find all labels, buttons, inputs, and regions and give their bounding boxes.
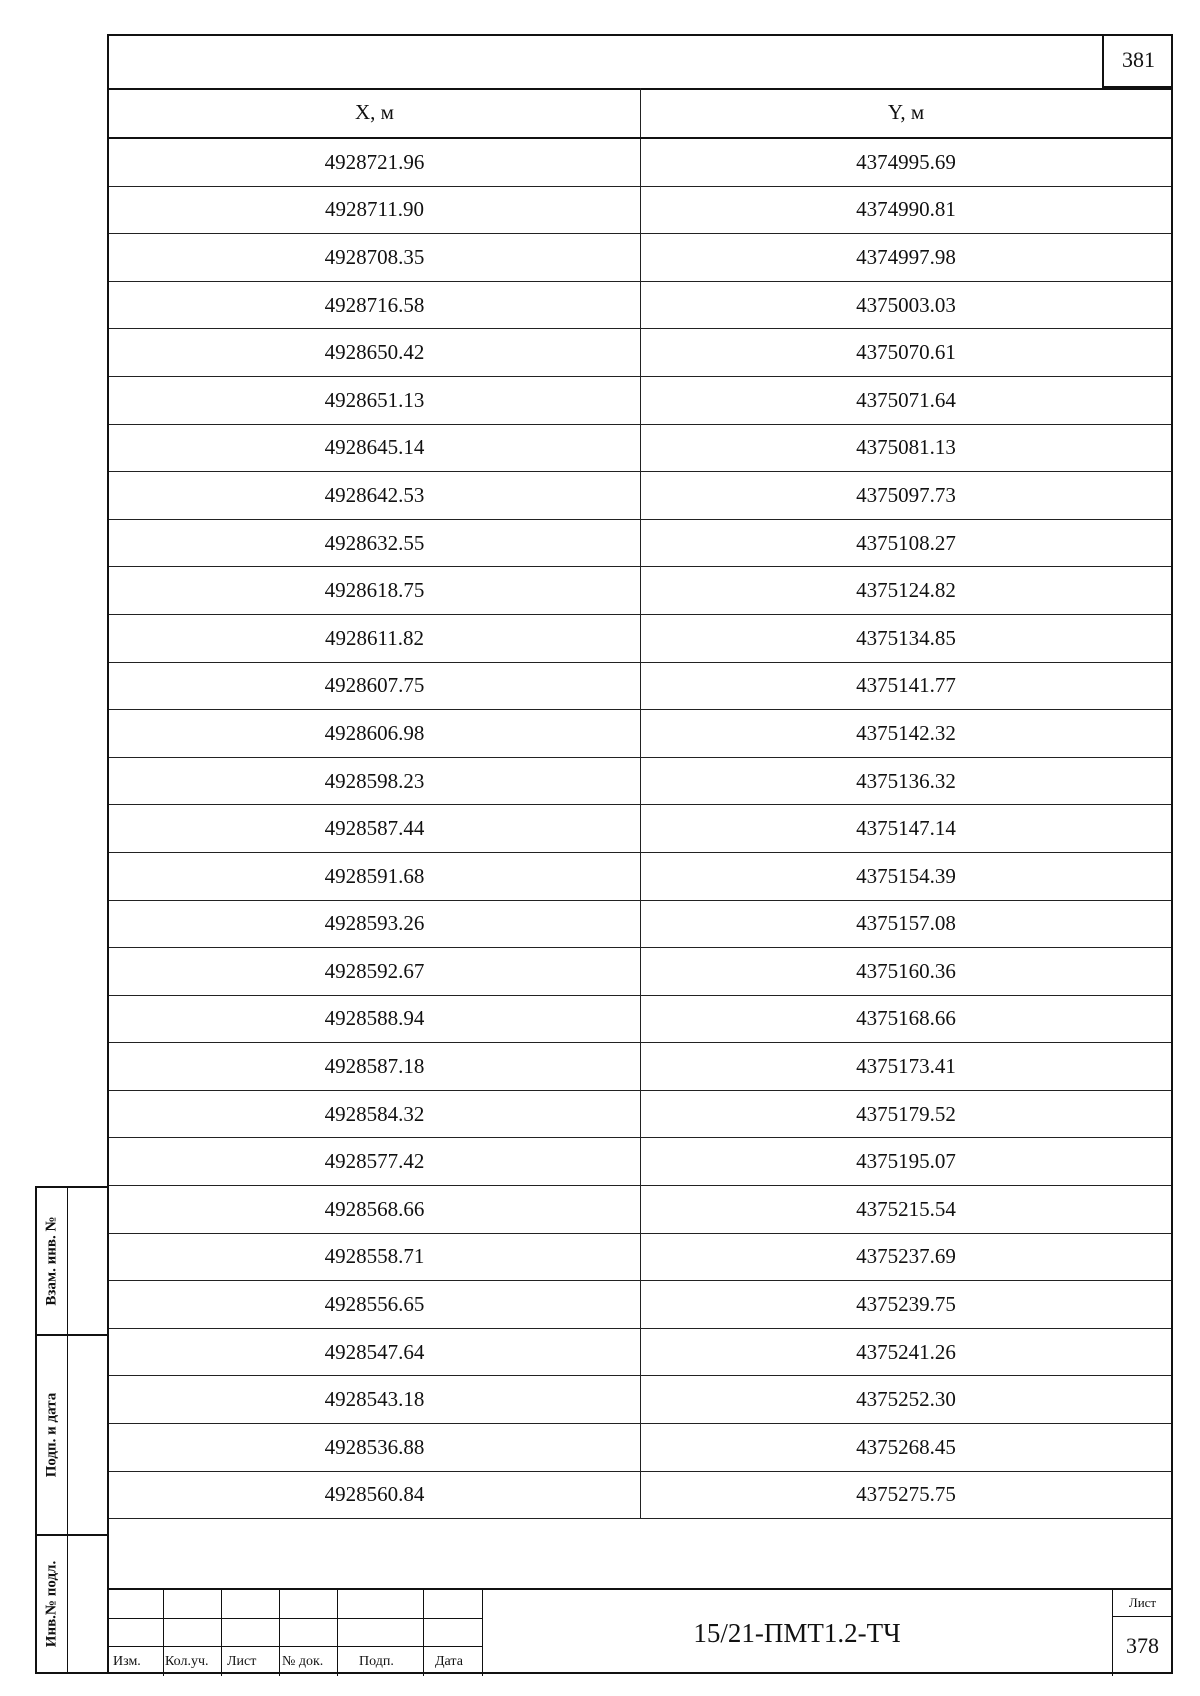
stamp-vzam-inv-label: Взам. инв. № bbox=[43, 1216, 60, 1306]
table-row bbox=[109, 901, 1171, 949]
cell-x: 4928618.75 bbox=[109, 567, 641, 614]
table-row bbox=[109, 1424, 1171, 1472]
cell-x: 4928721.96 bbox=[109, 139, 641, 186]
table-row bbox=[109, 1043, 1171, 1091]
cell-y: 4375252.30 bbox=[856, 1387, 956, 1412]
document-code: 15/21-ПМТ1.2-ТЧ bbox=[693, 1617, 901, 1648]
cell-x: 4928584.32 bbox=[109, 1091, 641, 1138]
title-block-label-data: Дата bbox=[435, 1654, 463, 1669]
table-row bbox=[109, 520, 1171, 568]
stamp-podp-data-label: Подп. и дата bbox=[43, 1392, 60, 1478]
table-row bbox=[109, 187, 1171, 235]
table-body bbox=[109, 139, 1171, 1519]
cell-y: 4375239.75 bbox=[856, 1292, 956, 1317]
table-row bbox=[109, 1472, 1171, 1520]
cell-x: 4928642.53 bbox=[109, 472, 641, 519]
table-row bbox=[109, 234, 1171, 282]
stamp-inv-podl bbox=[35, 1536, 107, 1674]
cell-y: 4375168.66 bbox=[856, 1006, 956, 1031]
table-row bbox=[109, 1329, 1171, 1377]
cell-y: 4375147.14 bbox=[856, 816, 956, 841]
table-row bbox=[109, 1186, 1171, 1234]
cell-x: 4928560.84 bbox=[109, 1472, 641, 1519]
table-row bbox=[109, 1234, 1171, 1282]
cell-y: 4375275.75 bbox=[856, 1482, 956, 1507]
cell-x: 4928708.35 bbox=[109, 234, 641, 281]
table-row bbox=[109, 615, 1171, 663]
cell-x: 4928593.26 bbox=[109, 901, 641, 948]
page-number: 381 bbox=[1102, 34, 1173, 88]
column-header-y: Y, м bbox=[887, 100, 925, 124]
title-block-label-list: Лист bbox=[227, 1654, 257, 1669]
cell-x: 4928558.71 bbox=[109, 1234, 641, 1281]
table-row bbox=[109, 139, 1171, 187]
table-row bbox=[109, 948, 1171, 996]
title-block-label-kol-uch: Кол.уч. bbox=[165, 1654, 209, 1669]
cell-x: 4928632.55 bbox=[109, 520, 641, 567]
cell-x: 4928577.42 bbox=[109, 1138, 641, 1185]
cell-y: 4375173.41 bbox=[856, 1054, 956, 1079]
cell-x: 4928536.88 bbox=[109, 1424, 641, 1471]
cell-y: 4375070.61 bbox=[856, 340, 956, 365]
title-block bbox=[107, 1588, 1173, 1674]
cell-y: 4375081.13 bbox=[856, 435, 956, 460]
table-header-row bbox=[109, 88, 1171, 139]
stamp-vzam-inv bbox=[35, 1186, 107, 1336]
cell-y: 4375195.07 bbox=[856, 1149, 956, 1174]
title-block-label-podp: Подп. bbox=[359, 1654, 394, 1669]
table-row bbox=[109, 282, 1171, 330]
table-row bbox=[109, 472, 1171, 520]
cell-y: 4375157.08 bbox=[856, 911, 956, 936]
cell-x: 4928611.82 bbox=[109, 615, 641, 662]
cell-x: 4928587.18 bbox=[109, 1043, 641, 1090]
stamp-podp-data bbox=[35, 1336, 107, 1536]
cell-y: 4375237.69 bbox=[856, 1244, 956, 1269]
sheet-label: Лист bbox=[1112, 1590, 1173, 1617]
table-row bbox=[109, 805, 1171, 853]
cell-y: 4375215.54 bbox=[856, 1196, 956, 1221]
coordinates-table bbox=[109, 88, 1171, 1519]
table-row bbox=[109, 329, 1171, 377]
cell-y: 4375124.82 bbox=[856, 578, 956, 603]
cell-x: 4928587.44 bbox=[109, 805, 641, 852]
cell-y: 4375136.32 bbox=[856, 768, 956, 793]
table-row bbox=[109, 1281, 1171, 1329]
cell-y: 4375141.77 bbox=[856, 673, 956, 698]
cell-x: 4928598.23 bbox=[109, 758, 641, 805]
cell-x: 4928645.14 bbox=[109, 425, 641, 472]
cell-y: 4375071.64 bbox=[856, 387, 956, 412]
table-row bbox=[109, 663, 1171, 711]
cell-x: 4928711.90 bbox=[109, 187, 641, 234]
cell-y: 4375142.32 bbox=[856, 720, 956, 745]
cell-x: 4928716.58 bbox=[109, 282, 641, 329]
cell-x: 4928547.64 bbox=[109, 1329, 641, 1376]
cell-y: 4375154.39 bbox=[856, 863, 956, 888]
table-row bbox=[109, 1091, 1171, 1139]
cell-x: 4928606.98 bbox=[109, 710, 641, 757]
table-row bbox=[109, 710, 1171, 758]
cell-y: 4375134.85 bbox=[856, 625, 956, 650]
cell-y: 4375179.52 bbox=[856, 1101, 956, 1126]
cell-y: 4374990.81 bbox=[856, 197, 956, 222]
table-row bbox=[109, 1376, 1171, 1424]
cell-x: 4928588.94 bbox=[109, 996, 641, 1043]
stamp-inv-podl-label: Инв.№ подл. bbox=[43, 1560, 60, 1648]
cell-y: 4375108.27 bbox=[856, 530, 956, 555]
cell-x: 4928592.67 bbox=[109, 948, 641, 995]
table-row bbox=[109, 425, 1171, 473]
cell-x: 4928650.42 bbox=[109, 329, 641, 376]
cell-y: 4375160.36 bbox=[856, 958, 956, 983]
cell-y: 4374995.69 bbox=[856, 149, 956, 174]
cell-x: 4928543.18 bbox=[109, 1376, 641, 1423]
cell-y: 4375097.73 bbox=[856, 482, 956, 507]
cell-x: 4928607.75 bbox=[109, 663, 641, 710]
cell-x: 4928556.65 bbox=[109, 1281, 641, 1328]
table-row bbox=[109, 1138, 1171, 1186]
table-row bbox=[109, 758, 1171, 806]
sheet-number: 378 bbox=[1126, 1633, 1159, 1658]
cell-y: 4374997.98 bbox=[856, 244, 956, 269]
title-block-label-doc-no: № док. bbox=[282, 1654, 324, 1669]
cell-x: 4928591.68 bbox=[109, 853, 641, 900]
cell-x: 4928568.66 bbox=[109, 1186, 641, 1233]
cell-y: 4375003.03 bbox=[856, 292, 956, 317]
title-block-label-izm: Изм. bbox=[113, 1654, 141, 1669]
cell-x: 4928651.13 bbox=[109, 377, 641, 424]
table-row bbox=[109, 377, 1171, 425]
table-row bbox=[109, 567, 1171, 615]
cell-y: 4375268.45 bbox=[856, 1434, 956, 1459]
column-header-x: X, м bbox=[109, 88, 641, 137]
cell-y: 4375241.26 bbox=[856, 1339, 956, 1364]
table-row bbox=[109, 996, 1171, 1044]
table-row bbox=[109, 853, 1171, 901]
